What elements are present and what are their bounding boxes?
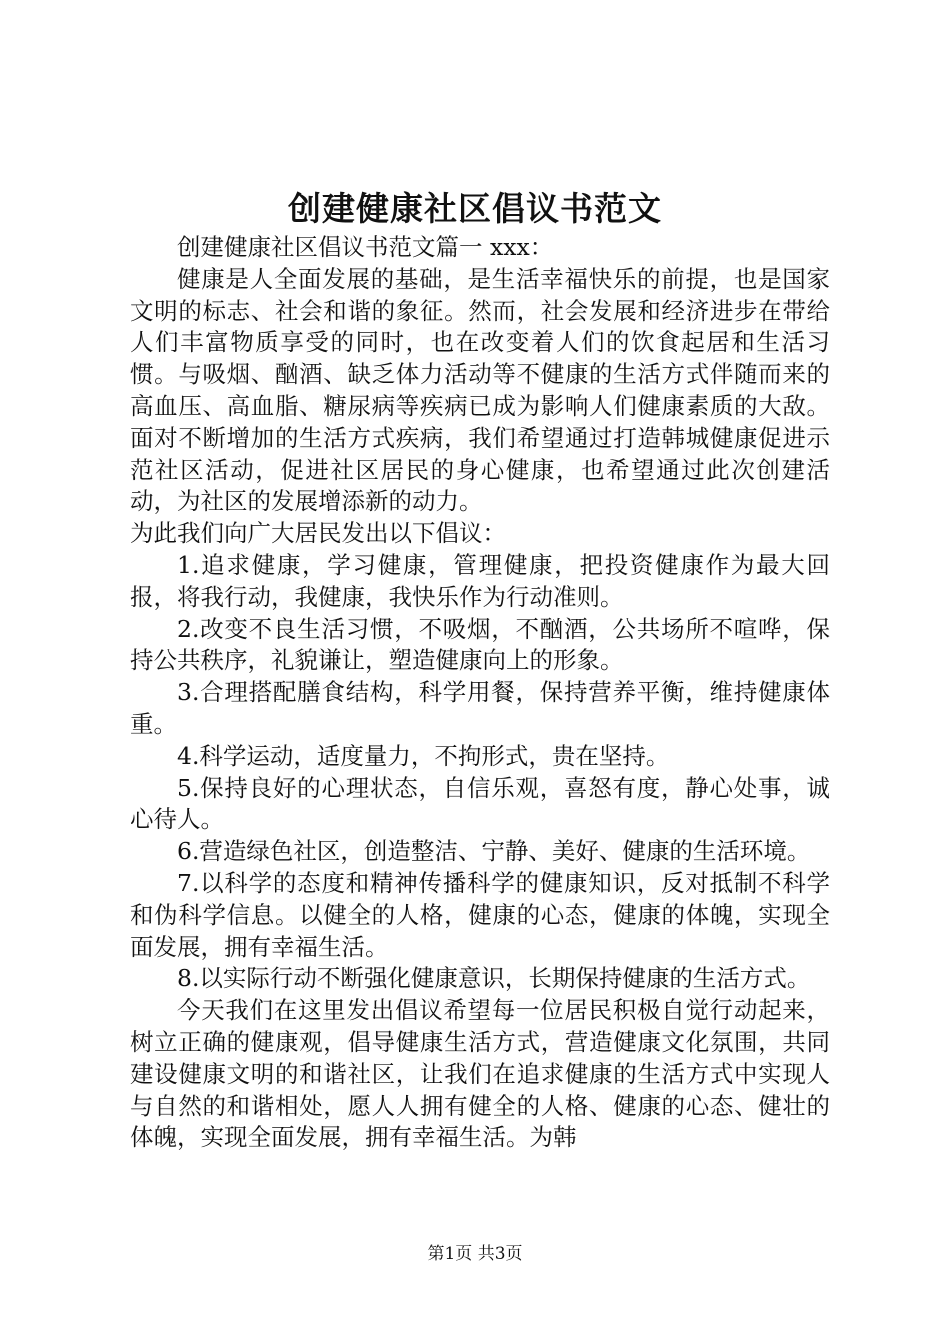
- closing-paragraph: 今天我们在这里发出倡议希望每一位居民积极自觉行动起来，树立正确的健康观，倡导健康生活方式，营造健康文化氛围，共同建设健康文明的和谐社区，让我们在追求健康的生活方式中实现人与自然的和谐相处，愿人人拥有健全的人格、健康的心态、健壮的体魄，实现全面发展，拥有幸福生活。为韩: [130, 996, 830, 1152]
- document-body: [130, 232, 830, 1154]
- proposal-item-4: 4.科学运动，适度量力，不拘形式，贵在坚持。: [177, 741, 670, 770]
- proposal-item-1: 1.追求健康，学习健康，管理健康，把投资健康作为最大回报，将我行动，我健康，我快乐作为行动准则。: [130, 550, 830, 611]
- page-number-footer: 第1页 共3页: [427, 1244, 523, 1264]
- intro-paragraph: 健康是人全面发展的基础，是生活幸福快乐的前提，也是国家文明的标志、社会和谐的象征。然而，社会发展和经济进步在带给人们丰富物质享受的同时，也在改变着人们的饮食起居和生活习惯。与吸烟、酗酒、缺乏体力活动等不健康的生活方式伴随而来的高血压、高血脂、糖尿病等疾病已成为影响人们健康素质的大敌。面对不断增加的生活方式疾病，我们希望通过打造韩城健康促进示范社区活动，促进社区居民的身心健康，也希望通过此次创建活动，为社区的发展增添新的动力。: [130, 264, 830, 516]
- proposal-item-7: 7.以科学的态度和精神传播科学的健康知识，反对抵制不科学和伪科学信息。以健全的人格，健康的心态，健康的体魄，实现全面发展，拥有幸福生活。: [130, 868, 830, 961]
- opening-line: 创建健康社区倡议书范文篇一 xxx：: [177, 233, 554, 261]
- proposal-item-3: 3.合理搭配膳食结构，科学用餐，保持营养平衡，维持健康体重。: [130, 678, 830, 738]
- proposal-item-6: 6.营造绿色社区，创造整洁、宁静、美好、健康的生活环境。: [177, 837, 811, 866]
- proposal-item-2: 2.改变不良生活习惯，不吸烟，不酗酒，公共场所不喧哗，保持公共秩序，礼貌谦让，塑造健康向上的形象。: [130, 614, 830, 675]
- document-title: 创建健康社区倡议书范文: [288, 189, 662, 228]
- proposal-lead: 为此我们向广大居民发出以下倡议：: [130, 519, 506, 548]
- proposal-item-8: 8.以实际行动不断强化健康意识，长期保持健康的生活方式。: [177, 964, 811, 993]
- proposal-item-5: 5.保持良好的心理状态，自信乐观，喜怒有度，静心处事，诚心待人。: [130, 773, 830, 834]
